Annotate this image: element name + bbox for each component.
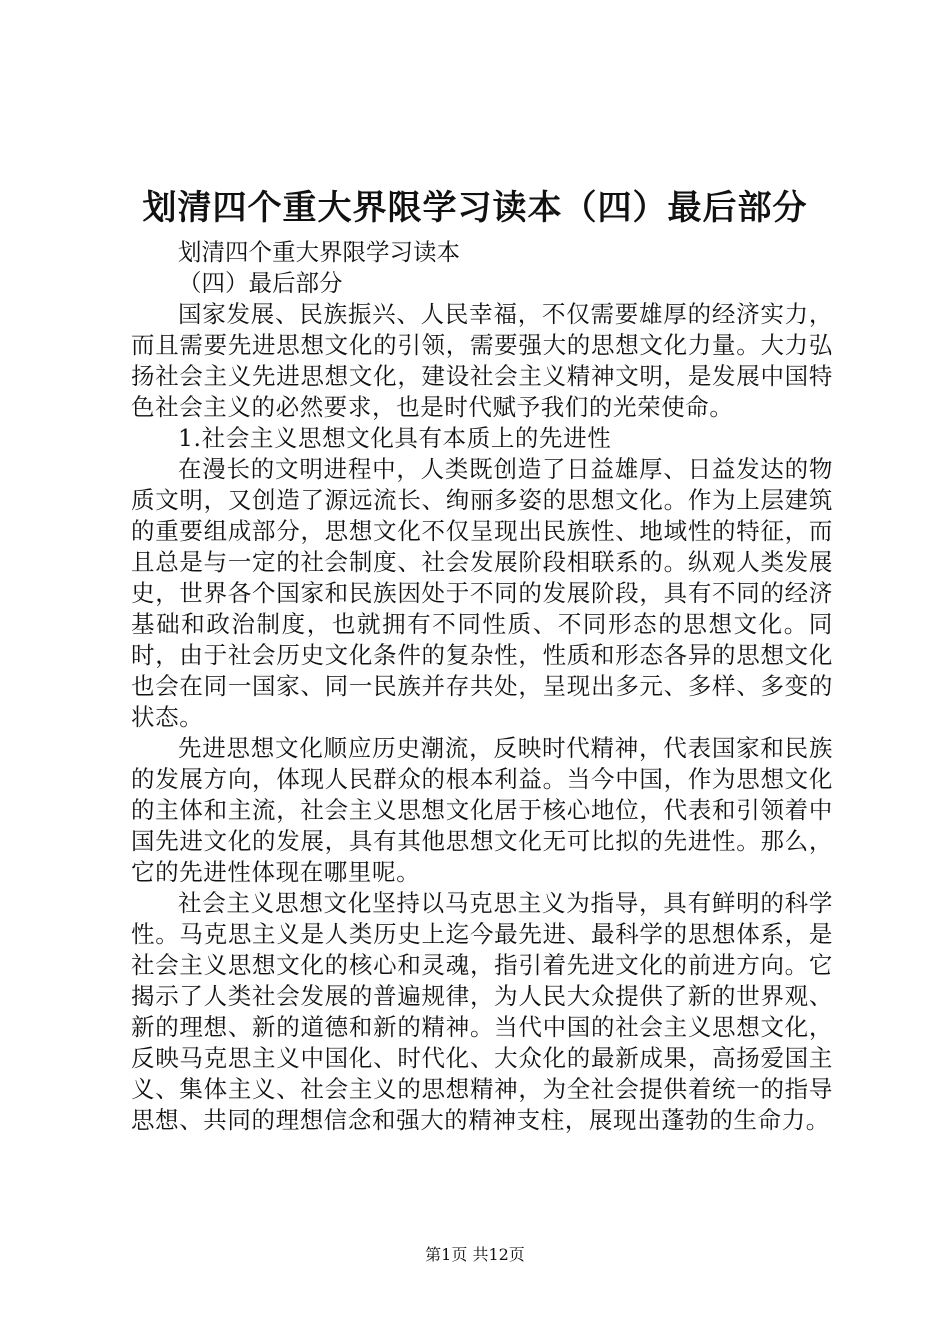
paragraph: 国家发展、民族振兴、人民幸福，不仅需要雄厚的经济实力，而且需要先进思想文化的引领，需要强大的思想文化力量。大力弘扬社会主义先进思想文化，建设社会主义精神文明，是发展中国特色社会主义的必然要求，也是时代赋予我们的光荣使命。: [131, 300, 833, 421]
document-body: [131, 237, 833, 1136]
page-number-footer: 第1页 共12页: [425, 1245, 525, 1264]
section-heading: 1.社会主义思想文化具有本质上的先进性: [178, 424, 612, 452]
paragraph: 在漫长的文明进程中，人类既创造了日益雄厚、日益发达的物质文明，又创造了源远流长、绚丽多姿的思想文化。作为上层建筑的重要组成部分，思想文化不仅呈现出民族性、地域性的特征，而且总是与一定的社会制度、社会发展阶段相联系的。纵观人类发展史，世界各个国家和民族因处于不同的发展阶段，具有不同的经济基础和政治制度，也就拥有不同性质、不同形态的思想文化。同时，由于社会历史文化条件的复杂性，性质和形态各异的思想文化也会在同一国家、同一民族并存共处，呈现出多元、多样、多变的状态。: [131, 455, 833, 731]
subtitle-line: （四）最后部分: [178, 269, 343, 297]
paragraph: 社会主义思想文化坚持以马克思主义为指导，具有鲜明的科学性。马克思主义是人类历史上迄今最先进、最科学的思想体系，是社会主义思想文化的核心和灵魂，指引着先进文化的前进方向。它揭示了人类社会发展的普遍规律，为人民大众提供了新的世界观、新的理想、新的道德和新的精神。当代中国的社会主义思想文化，反映马克思主义中国化、时代化、大众化的最新成果，高扬爱国主义、集体主义、社会主义的思想精神，为全社会提供着统一的指导思想、共同的理想信念和强大的精神支柱，展现出蓬勃的生命力。: [131, 889, 833, 1134]
document-title: 划清四个重大界限学习读本（四）最后部分: [142, 188, 808, 228]
subtitle-line: 划清四个重大界限学习读本: [178, 238, 460, 266]
paragraph: 先进思想文化顺应历史潮流，反映时代精神，代表国家和民族的发展方向，体现人民群众的根本利益。当今中国，作为思想文化的主体和主流，社会主义思想文化居于核心地位，代表和引领着中国先进文化的发展，具有其他思想文化无可比拟的先进性。那么，它的先进性体现在哪里呢。: [131, 734, 833, 886]
